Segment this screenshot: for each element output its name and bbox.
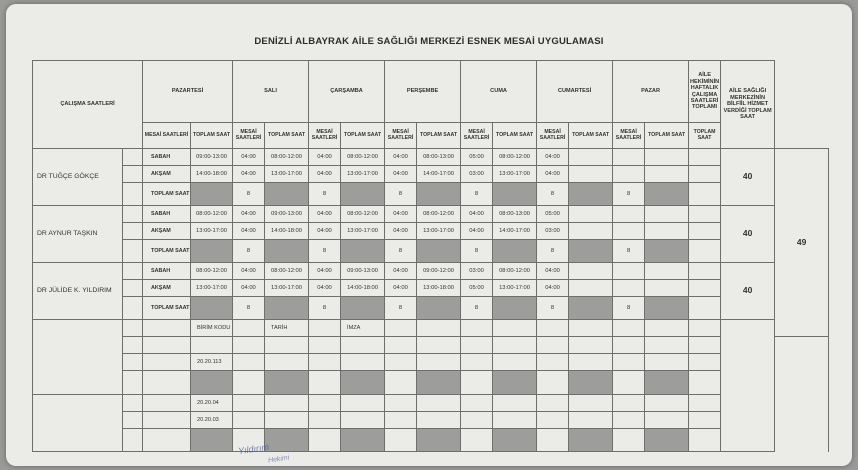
footer-cell [613,371,645,395]
footer-cell [645,371,689,395]
aksam-hours: 13:00-17:00 [191,280,233,297]
shaded-cell [493,297,537,320]
spacer-cell [123,149,143,166]
daily-total: 8 [537,240,569,263]
aksam-duration: 04:00 [537,166,569,183]
footer-cell [385,429,417,452]
footer-cell [309,429,341,452]
footer-cell [385,354,417,371]
daily-total: 8 [233,183,265,206]
footer-cell [645,429,689,452]
footer-cell [689,354,721,371]
sabah-duration: 04:00 [233,206,265,223]
footer-cell [341,395,385,412]
footer-cell [341,371,385,395]
footer-cell [613,337,645,354]
footer-blank-block [33,320,123,395]
daily-total: 8 [613,240,645,263]
stamp-signature: Yıldırım [237,441,270,457]
sabah-hours: 08:00-12:00 [191,206,233,223]
spacer-cell [123,412,143,429]
aksam-duration [689,166,721,183]
sabah-hours: 08:00-12:00 [341,149,385,166]
row-label-sabah: SABAH [143,149,191,166]
footer-cell [569,337,613,354]
row-label-sabah: SABAH [143,263,191,280]
row-label-sabah: SABAH [143,206,191,223]
shaded-cell [341,183,385,206]
daily-total: 8 [309,240,341,263]
footer-cell [537,429,569,452]
aksam-hours: 14:00-17:00 [493,223,537,240]
daily-total: 8 [385,183,417,206]
header-haftalik-sub: TOPLAM SAAT [689,123,721,149]
daily-total: 8 [309,297,341,320]
header-day: CUMA [461,61,537,123]
footer-cell [537,354,569,371]
footer-cell [689,337,721,354]
footer-cell [537,320,569,337]
footer-cell [143,320,191,337]
aksam-hours: 14:00-18:00 [191,166,233,183]
footer-cell [417,371,461,395]
aksam-hours: 13:00-17:00 [341,166,385,183]
row-label-toplam: TOPLAM SAAT [143,297,191,320]
aksam-hours: 13:00-17:00 [493,280,537,297]
daily-total: 8 [461,240,493,263]
daily-total [689,240,721,263]
shaded-cell [493,240,537,263]
sabah-hours: 09:00-12:00 [417,263,461,280]
sabah-hours: 08:00-12:00 [493,149,537,166]
footer-cell [265,337,309,354]
header-mesai-saatleri: MESAİ SAATLERİ [385,123,417,149]
footer-cell [493,354,537,371]
footer-cell [309,354,341,371]
footer-cell [689,395,721,412]
daily-total: 8 [233,297,265,320]
footer-cell [417,429,461,452]
sabah-duration: 04:00 [233,263,265,280]
footer-cell [537,412,569,429]
row-label-aksam: AKŞAM [143,223,191,240]
sabah-duration: 04:00 [385,149,417,166]
aksam-duration: 04:00 [309,166,341,183]
sabah-hours [645,206,689,223]
shaded-cell [569,183,613,206]
footer-cell [265,429,309,452]
sabah-hours [569,263,613,280]
sabah-duration: 04:00 [461,206,493,223]
doctor-name: DR JÜLİDE K. YILDIRIM [33,263,123,320]
sabah-duration [613,149,645,166]
header-mesai-saatleri: MESAİ SAATLERİ [309,123,341,149]
header-mesai-saatleri: MESAİ SAATLERİ [613,123,645,149]
header-toplam-saat: TOPLAM SAAT [645,123,689,149]
footer-cell [191,337,233,354]
spacer-cell [123,206,143,223]
label-imza: İMZA [341,320,385,337]
daily-total: 8 [385,297,417,320]
aksam-hours: 13:00-17:00 [265,166,309,183]
sabah-duration [613,263,645,280]
sabah-duration: 04:00 [233,149,265,166]
shaded-cell [645,183,689,206]
shaded-cell [569,297,613,320]
sabah-hours [645,149,689,166]
spacer-cell [123,429,143,452]
row-label-toplam: TOPLAM SAAT [143,183,191,206]
sabah-hours: 08:00-12:00 [265,149,309,166]
footer-cell [569,371,613,395]
spacer-cell [123,395,143,412]
sabah-duration [689,263,721,280]
aksam-duration: 04:00 [537,280,569,297]
aksam-duration [613,166,645,183]
sabah-duration: 05:00 [537,206,569,223]
footer-cell [493,429,537,452]
row-label-aksam: AKŞAM [143,280,191,297]
sabah-hours: 08:00-13:00 [493,206,537,223]
footer-cell [233,320,265,337]
aksam-duration: 03:00 [537,223,569,240]
spacer-cell [123,240,143,263]
sabah-duration: 04:00 [385,206,417,223]
footer-cell [569,412,613,429]
header-calisma-saatleri: ÇALIŞMA SAATLERİ [33,61,143,149]
aksam-duration [613,223,645,240]
footer-cell [613,395,645,412]
sabah-duration: 04:00 [309,149,341,166]
shaded-cell [191,240,233,263]
daily-total: 8 [613,297,645,320]
sabah-hours: 09:00-13:00 [191,149,233,166]
aksam-hours [569,166,613,183]
document-page [6,4,852,466]
shaded-cell [191,297,233,320]
footer-cell [645,412,689,429]
aksam-duration: 03:00 [461,166,493,183]
footer-cell [461,320,493,337]
aksam-hours [645,223,689,240]
sabah-duration: 04:00 [309,263,341,280]
header-haftalik-toplam: AİLE HEKİMİNİN HAFTALIK ÇALIŞMA SAATLERİ TOPLAMI [689,61,721,123]
footer-cell [461,412,493,429]
footer-cell [417,395,461,412]
footer-cell [341,429,385,452]
aksam-hours: 13:00-17:00 [341,223,385,240]
sabah-hours: 09:00-13:00 [341,263,385,280]
shaded-cell [265,240,309,263]
footer-cell [537,395,569,412]
footer-cell [493,412,537,429]
spacer-cell [123,280,143,297]
footer-cell [341,337,385,354]
header-toplam-saat: TOPLAM SAAT [265,123,309,149]
sabah-duration [689,149,721,166]
footer-blank-right [721,320,775,452]
spacer-cell [123,371,143,395]
sabah-duration: 05:00 [461,149,493,166]
sabah-hours: 08:00-12:00 [341,206,385,223]
shaded-cell [417,183,461,206]
footer-cell [689,320,721,337]
weekly-total: 40 [721,149,775,206]
shaded-cell [645,297,689,320]
sabah-duration: 04:00 [309,206,341,223]
footer-cell [143,395,191,412]
birim-code: 20.20.04 [191,395,233,412]
footer-cell [385,412,417,429]
footer-cell [309,320,341,337]
footer-cell [143,429,191,452]
aksam-duration: 04:00 [385,223,417,240]
header-mesai-saatleri: MESAİ SAATLERİ [233,123,265,149]
aksam-hours: 13:00-17:00 [191,223,233,240]
footer-cell [645,354,689,371]
footer-cell [265,354,309,371]
footer-cell [689,412,721,429]
header-day: ÇARŞAMBA [309,61,385,123]
header-day: PERŞEMBE [385,61,461,123]
daily-total: 8 [233,240,265,263]
sabah-duration: 04:00 [537,149,569,166]
header-toplam-saat: TOPLAM SAAT [341,123,385,149]
spacer-cell [123,337,143,354]
footer-cell [265,395,309,412]
shaded-cell [341,240,385,263]
footer-blank-block [33,395,123,452]
sabah-hours: 08:00-12:00 [265,263,309,280]
aksam-hours: 14:00-18:00 [341,280,385,297]
footer-cell [569,395,613,412]
spacer-cell [123,354,143,371]
footer-cell [613,354,645,371]
footer-cell [537,371,569,395]
footer-cell [341,412,385,429]
shaded-cell [191,183,233,206]
row-label-aksam: AKŞAM [143,166,191,183]
footer-cell [143,337,191,354]
footer-cell [689,429,721,452]
header-day: CUMARTESİ [537,61,613,123]
stamp-subtext: Hekimi [267,454,290,465]
header-mesai-saatleri: MESAİ SAATLERİ [537,123,569,149]
footer-cell [233,354,265,371]
shaded-cell [417,297,461,320]
footer-cell [461,371,493,395]
footer-cell [309,337,341,354]
footer-cell [385,320,417,337]
footer-cell [233,395,265,412]
aksam-hours: 13:00-18:00 [417,280,461,297]
header-toplam-saat: TOPLAM SAAT [493,123,537,149]
footer-cell [385,371,417,395]
shaded-cell [265,183,309,206]
spacer-cell [123,320,143,337]
footer-cell [417,320,461,337]
sabah-hours [569,206,613,223]
footer-cell [613,429,645,452]
birim-code: 20.20.113 [191,354,233,371]
footer-cell [143,354,191,371]
footer-cell [265,412,309,429]
footer-cell [417,412,461,429]
header-day: PAZAR [613,61,689,123]
weekly-total: 40 [721,206,775,263]
doctor-name: DR TUĞÇE GÖKÇE [33,149,123,206]
footer-cell [645,320,689,337]
sabah-hours: 08:00-13:00 [417,149,461,166]
footer-cell [569,429,613,452]
birim-code: 20.20.03 [191,412,233,429]
shaded-cell [341,297,385,320]
footer-cell [461,354,493,371]
footer-cell [493,337,537,354]
daily-total [689,183,721,206]
daily-total: 8 [461,183,493,206]
footer-cell [143,412,191,429]
footer-cell [493,395,537,412]
label-birim-kodu: BİRİM KODU [191,320,233,337]
aksam-hours: 14:00-17:00 [417,166,461,183]
footer-cell [645,337,689,354]
footer-cell [191,371,233,395]
aksam-hours [569,280,613,297]
footer-cell [689,371,721,395]
aksam-duration: 04:00 [385,280,417,297]
spacer-cell [123,297,143,320]
footer-cell [537,337,569,354]
aksam-hours: 13:00-17:00 [265,280,309,297]
footer-cell [341,354,385,371]
weekly-total: 40 [721,263,775,320]
aksam-duration: 04:00 [233,280,265,297]
footer-cell [613,320,645,337]
aksam-duration: 04:00 [309,280,341,297]
shaded-cell [645,240,689,263]
footer-cell [265,371,309,395]
header-toplam-saat: TOPLAM SAAT [417,123,461,149]
footer-cell [645,395,689,412]
header-day: PAZARTESİ [143,61,233,123]
schedule-table [32,60,829,452]
spacer-cell [123,183,143,206]
footer-cell [143,371,191,395]
header-toplam-saat: TOPLAM SAAT [191,123,233,149]
daily-total: 8 [537,183,569,206]
spacer-cell [123,223,143,240]
footer-cell [417,354,461,371]
footer-cell [417,337,461,354]
footer-cell [493,320,537,337]
label-tarih: TARİH [265,320,309,337]
row-label-toplam: TOPLAM SAAT [143,240,191,263]
aksam-hours [645,280,689,297]
aksam-duration: 04:00 [233,166,265,183]
document-title: DENİZLİ ALBAYRAK AİLE SAĞLIĞI MERKEZİ ESNEK MESAİ UYGULAMASI [254,36,604,47]
daily-total: 8 [537,297,569,320]
footer-cell [191,429,233,452]
header-day: SALI [233,61,309,123]
aksam-hours [645,166,689,183]
footer-cell [233,412,265,429]
sabah-hours: 09:00-13:00 [265,206,309,223]
sabah-hours [645,263,689,280]
sabah-duration: 04:00 [537,263,569,280]
shaded-cell [493,183,537,206]
spacer-cell [123,263,143,280]
footer-cell [613,412,645,429]
sabah-hours: 08:00-12:00 [493,263,537,280]
sabah-duration [689,206,721,223]
footer-cell [569,320,613,337]
aksam-duration: 04:00 [309,223,341,240]
footer-cell [569,354,613,371]
aksam-duration: 05:00 [461,280,493,297]
shaded-cell [265,297,309,320]
daily-total [689,297,721,320]
aksam-hours: 13:00-17:00 [417,223,461,240]
footer-cell [461,395,493,412]
footer-cell [233,371,265,395]
footer-cell [385,395,417,412]
daily-total: 8 [309,183,341,206]
aksam-duration [689,223,721,240]
aksam-duration: 04:00 [461,223,493,240]
aksam-duration [689,280,721,297]
aksam-duration [613,280,645,297]
sabah-duration: 04:00 [385,263,417,280]
sabah-hours: 08:00-12:00 [191,263,233,280]
center-total: 49 [775,149,829,337]
footer-cell [309,412,341,429]
header-merkez-toplam: AİLE SAĞLIĞI MERKEZİNİN BİLFİİL HİZMET VERDİĞİ TOPLAM SAAT [721,61,775,149]
header-toplam-saat: TOPLAM SAAT [569,123,613,149]
aksam-hours: 13:00-17:00 [493,166,537,183]
aksam-hours: 14:00-18:00 [265,223,309,240]
header-mesai-saatleri: MESAİ SAATLERİ [143,123,191,149]
shaded-cell [417,240,461,263]
daily-total: 8 [385,240,417,263]
aksam-hours [569,223,613,240]
footer-cell [461,337,493,354]
daily-total: 8 [461,297,493,320]
aksam-duration: 04:00 [385,166,417,183]
footer-cell [461,429,493,452]
shaded-cell [569,240,613,263]
sabah-duration: 03:00 [461,263,493,280]
sabah-hours [569,149,613,166]
aksam-duration: 04:00 [233,223,265,240]
sabah-duration [613,206,645,223]
footer-cell [309,395,341,412]
footer-cell [385,337,417,354]
header-mesai-saatleri: MESAİ SAATLERİ [461,123,493,149]
footer-cell [309,371,341,395]
daily-total: 8 [613,183,645,206]
spacer-cell [123,166,143,183]
footer-cell [233,337,265,354]
sabah-hours: 08:00-12:00 [417,206,461,223]
footer-cell [493,371,537,395]
doctor-name: DR AYNUR TAŞKIN [33,206,123,263]
